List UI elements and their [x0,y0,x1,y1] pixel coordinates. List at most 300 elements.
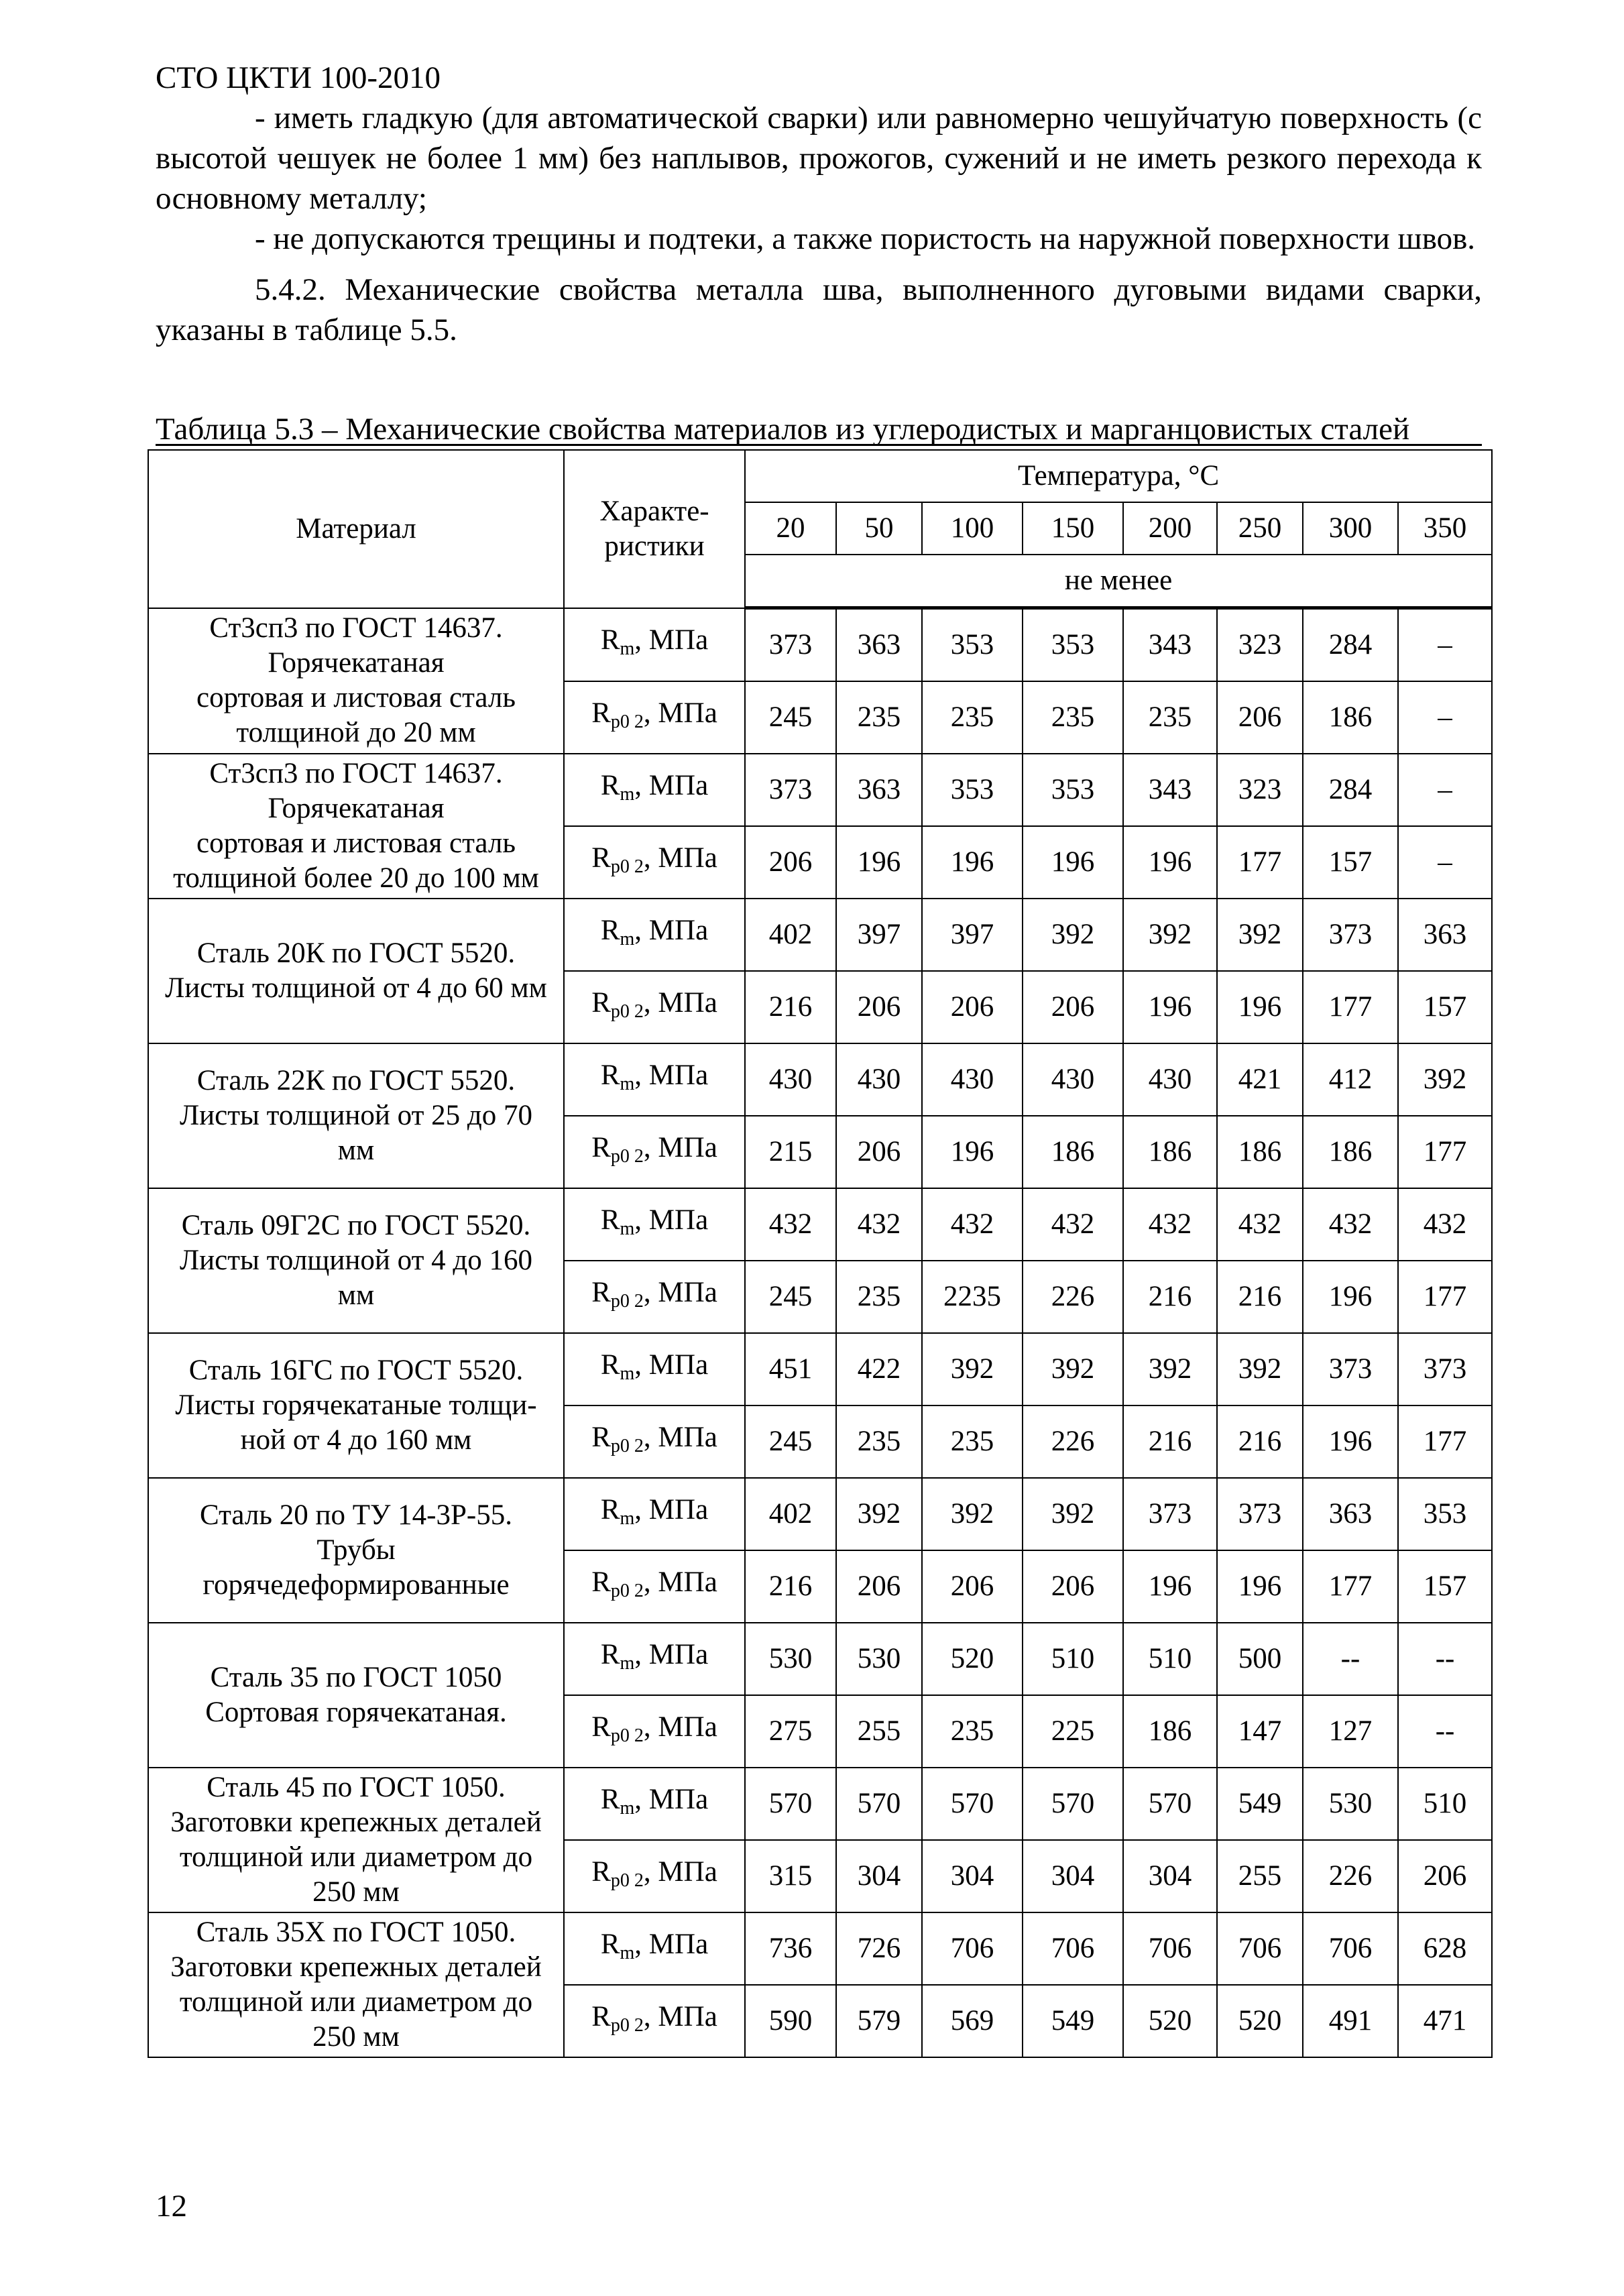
material-line: Сталь 16ГС по ГОСТ 5520. [188,1355,524,1386]
char-rm [564,754,745,826]
header-temp: 20 [745,502,836,555]
value-cell: 235 [922,1405,1023,1478]
value-cell: 706 [1303,1912,1398,1985]
char-rm [564,608,745,682]
table-row [148,1478,1492,1550]
value-cell: 206 [922,971,1023,1043]
char-subscript: m [620,1507,635,1529]
value-cell: 392 [1398,1043,1492,1116]
char-rm [564,1043,745,1116]
value-cell: 216 [745,971,836,1043]
value-cell: 206 [836,1116,922,1188]
value-cell: 235 [922,681,1023,754]
value-cell: -- [1303,1623,1398,1695]
char-symbol: R [600,1348,620,1381]
value-cell: 196 [922,826,1023,899]
char-symbol: R [600,1059,620,1091]
char-symbol: R [591,842,611,874]
char-subscript: m [620,1797,635,1819]
value-cell: 206 [1217,681,1303,754]
value-cell: – [1398,608,1492,682]
value-cell: 430 [745,1043,836,1116]
char-unit: , МПа [634,1348,709,1381]
table-row [148,1333,1492,1405]
table-body [148,608,1492,2058]
value-cell: -- [1398,1623,1492,1695]
material-cell [148,1333,564,1478]
value-cell: 432 [1023,1188,1123,1261]
char-subscript: m [620,638,635,659]
value-cell: 196 [1123,826,1217,899]
char-subscript: p0 2 [610,711,644,732]
value-cell: 353 [1023,754,1123,826]
value-cell: 206 [745,826,836,899]
char-unit: , МПа [634,624,709,656]
material-line: Сталь 35Х по ГОСТ 1050. [196,1916,516,1948]
value-cell: 157 [1303,826,1398,899]
value-cell: 432 [745,1188,836,1261]
value-cell: 373 [1303,1333,1398,1405]
value-cell: 177 [1303,971,1398,1043]
value-cell: 157 [1398,1550,1492,1623]
char-unit: , МПа [634,1928,709,1960]
value-cell: 402 [745,899,836,971]
value-cell: 245 [745,681,836,754]
material-line: Заготовки крепежных деталей [170,1951,542,1983]
char-rp [564,1261,745,1333]
value-cell: 421 [1217,1043,1303,1116]
char-rp [564,681,745,754]
char-subscript: p0 2 [610,1000,644,1022]
value-cell: 215 [745,1116,836,1188]
char-symbol: R [591,1276,611,1308]
material-cell [148,1478,564,1623]
char-symbol: R [600,1204,620,1236]
value-cell: 353 [1023,608,1123,682]
value-cell: 373 [1123,1478,1217,1550]
value-cell: 206 [1023,971,1123,1043]
char-subscript: p0 2 [610,1145,644,1167]
char-rp [564,1985,745,2057]
char-symbol: R [591,1421,611,1453]
char-subscript: p0 2 [610,856,644,877]
char-subscript: m [620,1073,635,1094]
value-cell: 363 [836,608,922,682]
char-rm [564,899,745,971]
char-rm [564,1478,745,1550]
value-cell: 177 [1398,1405,1492,1478]
properties-table [148,449,1493,2058]
char-rp [564,1116,745,1188]
value-cell: 397 [836,899,922,971]
material-cell [148,899,564,1043]
value-cell: 206 [922,1550,1023,1623]
char-symbol: R [591,697,611,729]
value-cell: 397 [922,899,1023,971]
value-cell: 353 [922,608,1023,682]
value-cell: 570 [745,1768,836,1840]
value-cell: 304 [836,1840,922,1912]
value-cell: 471 [1398,1985,1492,2057]
char-symbol: R [600,1638,620,1670]
value-cell: 235 [1123,681,1217,754]
header-temp: 350 [1398,502,1492,555]
value-cell: 206 [1023,1550,1123,1623]
value-cell: 343 [1123,608,1217,682]
value-cell: 226 [1023,1261,1123,1333]
value-cell: 226 [1023,1405,1123,1478]
char-symbol: R [600,624,620,656]
value-cell: 590 [745,1985,836,2057]
value-cell: 570 [1023,1768,1123,1840]
header-temp: 200 [1123,502,1217,555]
value-cell: 422 [836,1333,922,1405]
value-cell: 196 [1023,826,1123,899]
value-cell: 570 [836,1768,922,1840]
value-cell: 706 [1023,1912,1123,1985]
material-line: Сталь 45 по ГОСТ 1050. [207,1772,506,1803]
char-unit: , МПа [634,1059,709,1091]
value-cell: 392 [1023,1333,1123,1405]
value-cell: 549 [1023,1985,1123,2057]
char-rm [564,1623,745,1695]
char-unit: , МПа [643,1711,717,1743]
value-cell: 373 [745,754,836,826]
header-temp: 150 [1023,502,1123,555]
value-cell: 196 [1123,1550,1217,1623]
material-line: Сталь 35 по ГОСТ 1050 [210,1662,502,1693]
table-caption [156,410,1482,448]
material-cell [148,1768,564,1912]
value-cell: 186 [1217,1116,1303,1188]
value-cell: 216 [1123,1405,1217,1478]
value-cell: 510 [1398,1768,1492,1840]
char-subscript: p0 2 [610,1725,644,1746]
value-cell: 510 [1023,1623,1123,1695]
paragraph: - иметь гладкую (для автоматической сварки) или равномерно чешуйчатую поверхность (с высотой чешуек не более 1 мм) без наплывов, прожогов, сужений и не иметь резкого перехода к основному металлу; [156,101,1482,216]
value-cell: 196 [1303,1405,1398,1478]
material-line: Листы толщиной от 4 до 60 мм [165,972,547,1004]
page-number: 12 [156,2189,187,2224]
value-cell: 235 [922,1695,1023,1768]
value-cell: 430 [836,1043,922,1116]
value-cell: 186 [1123,1695,1217,1768]
char-unit: , МПа [634,914,709,946]
value-cell: 432 [922,1188,1023,1261]
value-cell: 363 [1398,899,1492,971]
header-not-less: не менее [745,555,1492,608]
char-unit: , МПа [643,2000,717,2032]
value-cell: 177 [1398,1261,1492,1333]
value-cell: 255 [836,1695,922,1768]
value-cell: 570 [922,1768,1023,1840]
value-cell: – [1398,754,1492,826]
value-cell: 147 [1217,1695,1303,1768]
header-material: Материал [148,450,564,608]
value-cell: 373 [1217,1478,1303,1550]
value-cell: 432 [836,1188,922,1261]
table-row [148,1188,1492,1261]
value-cell: 392 [1217,1333,1303,1405]
char-rp [564,1695,745,1768]
material-line: 250 мм [312,2021,400,2053]
document-header: СТО ЦКТИ 100-2010 [156,60,441,95]
value-cell: 373 [1303,899,1398,971]
value-cell: 412 [1303,1043,1398,1116]
value-cell: 570 [1123,1768,1217,1840]
value-cell: 275 [745,1695,836,1768]
char-rm [564,1188,745,1261]
value-cell: 706 [1123,1912,1217,1985]
value-cell: 216 [745,1550,836,1623]
char-symbol: R [591,2000,611,2032]
value-cell: 530 [745,1623,836,1695]
value-cell: 177 [1217,826,1303,899]
value-cell: 177 [1398,1116,1492,1188]
value-cell: 392 [1123,899,1217,971]
value-cell: 510 [1123,1623,1217,1695]
value-cell: 392 [836,1478,922,1550]
material-cell [148,1188,564,1333]
material-line: ной от 4 до 160 мм [240,1424,472,1456]
value-cell: 491 [1303,1985,1398,2057]
value-cell: 226 [1303,1840,1398,1912]
char-symbol: R [600,1783,620,1815]
value-cell: 430 [922,1043,1023,1116]
material-line: толщиной более 20 до 100 мм [173,862,539,894]
char-rm [564,1912,745,1985]
material-line: Сортовая горячекатаная. [205,1697,507,1728]
header-characteristics: Характе-ристики [564,450,745,608]
char-symbol: R [591,1711,611,1743]
header-temp: 100 [922,502,1023,555]
table-row [148,1043,1492,1116]
value-cell: 157 [1398,971,1492,1043]
value-cell: 196 [1217,1550,1303,1623]
value-cell: 196 [1303,1261,1398,1333]
value-cell: 2235 [922,1261,1023,1333]
value-cell: 245 [745,1405,836,1478]
value-cell: 304 [1123,1840,1217,1912]
char-subscript: m [620,1363,635,1384]
value-cell: 520 [922,1623,1023,1695]
value-cell: 432 [1303,1188,1398,1261]
value-cell: 255 [1217,1840,1303,1912]
material-cell [148,608,564,754]
material-line: 250 мм [312,1876,400,1908]
char-rp [564,1550,745,1623]
material-line: Листы толщиной от 25 до 70 [179,1100,533,1131]
value-cell: 432 [1398,1188,1492,1261]
value-cell: 196 [836,826,922,899]
value-cell: 235 [836,681,922,754]
value-cell: 225 [1023,1695,1123,1768]
value-cell: 430 [1023,1043,1123,1116]
value-cell: 353 [922,754,1023,826]
material-line: Ст3сп3 по ГОСТ 14637. [209,758,503,789]
material-cell [148,1912,564,2057]
char-subscript: m [620,1942,635,1963]
char-symbol: R [600,769,620,801]
char-symbol: R [591,1131,611,1163]
body-text [156,98,1482,350]
value-cell: 196 [1123,971,1217,1043]
char-symbol: R [600,1928,620,1960]
material-line: Ст3сп3 по ГОСТ 14637. [209,612,503,644]
char-unit: , МПа [643,842,717,874]
value-cell: 530 [836,1623,922,1695]
table-row [148,1912,1492,1985]
material-line: Сталь 20 по ТУ 14-3Р-55. [200,1499,512,1531]
material-line: Листы толщиной от 4 до 160 [179,1245,533,1276]
value-cell: 304 [1023,1840,1123,1912]
char-unit: , МПа [643,1421,717,1453]
value-cell: 569 [922,1985,1023,2057]
material-line: Сталь 22К по ГОСТ 5520. [196,1065,516,1096]
value-cell: 186 [1023,1116,1123,1188]
char-rp [564,971,745,1043]
value-cell: 206 [836,1550,922,1623]
table-row [148,1768,1492,1840]
value-cell: 726 [836,1912,922,1985]
char-rp [564,1840,745,1912]
value-cell: 706 [1217,1912,1303,1985]
value-cell: 520 [1217,1985,1303,2057]
char-subscript: p0 2 [610,1290,644,1312]
value-cell: 549 [1217,1768,1303,1840]
value-cell: -- [1398,1695,1492,1768]
material-line: толщиной до 20 мм [236,717,476,749]
material-line: Заготовки крепежных деталей [170,1806,542,1838]
char-unit: , МПа [643,697,717,729]
material-line: мм [337,1279,375,1311]
value-cell: 216 [1217,1405,1303,1478]
char-subscript: p0 2 [610,1870,644,1891]
value-cell: 304 [922,1840,1023,1912]
char-subscript: m [620,928,635,950]
value-cell: 451 [745,1333,836,1405]
value-cell: 373 [1398,1333,1492,1405]
table-row [148,1623,1492,1695]
table-row [148,899,1492,971]
value-cell: 216 [1123,1261,1217,1333]
char-symbol: R [591,1855,611,1888]
value-cell: 186 [1303,1116,1398,1188]
table-row [148,754,1492,826]
value-cell: 736 [745,1912,836,1985]
paragraph: 5.4.2. Механические свойства металла шва, выполненного дуговыми видами сварки, указаны в таблице 5.5. [156,272,1482,347]
value-cell: 432 [1123,1188,1217,1261]
paragraph: - не допускаются трещины и подтеки, а также пористость на наружной поверхности швов. [255,221,1476,256]
value-cell: 196 [1217,971,1303,1043]
material-line: Сталь 09Г2С по ГОСТ 5520. [181,1210,531,1241]
material-line: горячедеформированные [202,1569,510,1601]
value-cell: 392 [922,1333,1023,1405]
value-cell: 363 [1303,1478,1398,1550]
header-temp: 250 [1217,502,1303,555]
value-cell: 432 [1217,1188,1303,1261]
value-cell: 284 [1303,608,1398,682]
value-cell: 500 [1217,1623,1303,1695]
char-unit: , МПа [634,1204,709,1236]
value-cell: 392 [1023,899,1123,971]
char-unit: , МПа [643,1855,717,1888]
material-cell [148,754,564,899]
value-cell: 127 [1303,1695,1398,1768]
value-cell: 706 [922,1912,1023,1985]
value-cell: 520 [1123,1985,1217,2057]
value-cell: 392 [922,1478,1023,1550]
material-line: сортовая и листовая сталь [196,682,516,714]
char-rp [564,826,745,899]
value-cell: 177 [1303,1550,1398,1623]
material-cell [148,1043,564,1188]
value-cell: 315 [745,1840,836,1912]
value-cell: 216 [1217,1261,1303,1333]
char-symbol: R [591,1566,611,1598]
char-unit: , МПа [634,1638,709,1670]
char-rm [564,1333,745,1405]
material-line: толщиной или диаметром до [179,1841,533,1873]
value-cell: 323 [1217,754,1303,826]
char-subscript: p0 2 [610,1580,644,1601]
material-line: толщиной или диаметром до [179,1986,533,2018]
material-line: Листы горячекатаные толщи- [175,1389,537,1421]
table-caption-text: Таблица 5.3 – Механические свойства материалов из углеродистых и марганцовистых сталей [156,412,1410,447]
value-cell: 206 [1398,1840,1492,1912]
material-line: Трубы [316,1534,396,1566]
header-temp: 300 [1303,502,1398,555]
material-line: Горячекатаная [268,793,445,824]
caption-underline [156,444,1482,446]
value-cell: 284 [1303,754,1398,826]
char-symbol: R [600,1493,620,1526]
char-symbol: R [600,914,620,946]
value-cell: 235 [836,1261,922,1333]
value-cell: 186 [1303,681,1398,754]
header-temp: 50 [836,502,922,555]
char-unit: , МПа [643,1276,717,1308]
material-line: сортовая и листовая сталь [196,827,516,859]
value-cell: 392 [1023,1478,1123,1550]
value-cell: 373 [745,608,836,682]
material-line: Горячекатаная [268,647,445,679]
value-cell: 392 [1217,899,1303,971]
table-row [148,608,1492,682]
char-unit: , МПа [634,1493,709,1526]
char-unit: , МПа [643,1131,717,1163]
char-symbol: R [591,986,611,1019]
char-unit: , МПа [643,986,717,1019]
material-line: мм [337,1135,375,1166]
value-cell: 245 [745,1261,836,1333]
value-cell: – [1398,681,1492,754]
value-cell: 530 [1303,1768,1398,1840]
char-subscript: m [620,1218,635,1239]
value-cell: 579 [836,1985,922,2057]
value-cell: 430 [1123,1043,1217,1116]
value-cell: 628 [1398,1912,1492,1985]
value-cell: 402 [745,1478,836,1550]
char-unit: , МПа [634,769,709,801]
material-line: Сталь 20К по ГОСТ 5520. [196,937,516,969]
char-subscript: p0 2 [610,1435,644,1456]
char-rm [564,1768,745,1840]
char-subscript: m [620,783,635,805]
value-cell: 235 [1023,681,1123,754]
char-unit: , МПа [643,1566,717,1598]
char-rp [564,1405,745,1478]
